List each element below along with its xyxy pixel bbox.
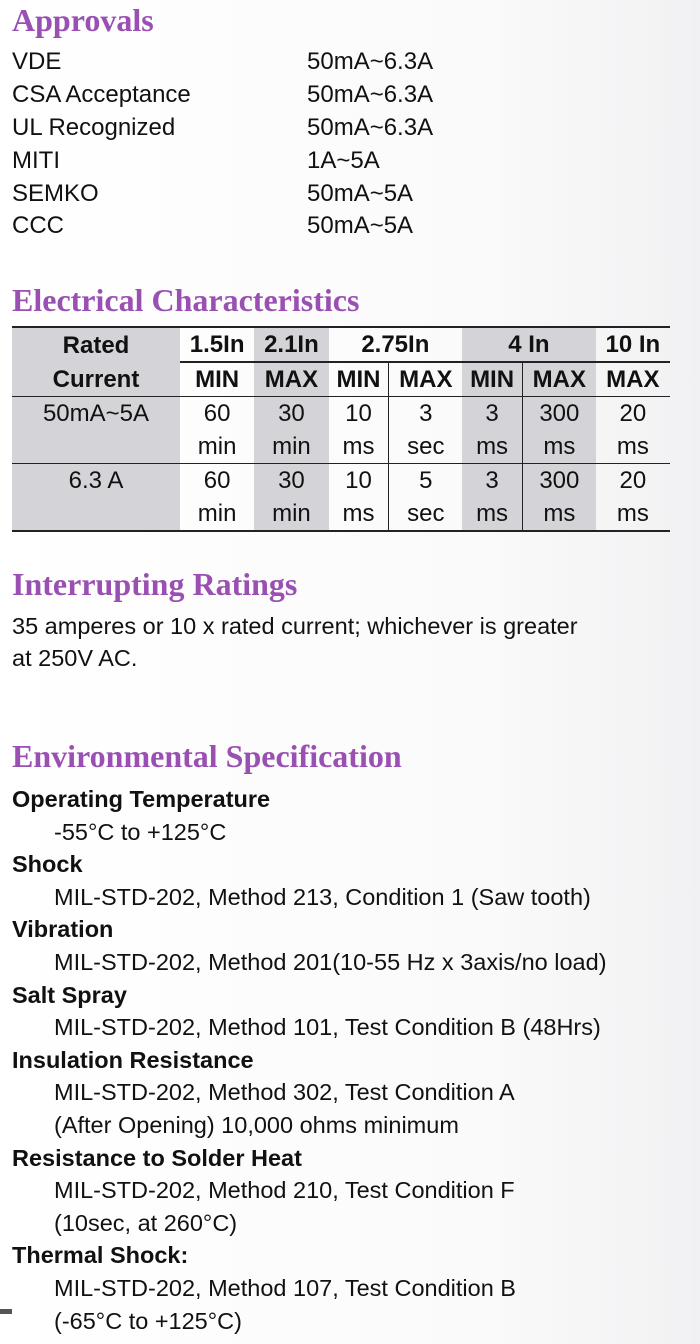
table-header-cell: 1.5In (180, 327, 254, 362)
table-header-cell: 4 In (462, 327, 596, 362)
table-row (12, 430, 670, 464)
table-cell: 20 (596, 464, 670, 498)
spec-line: (10sec, at 260°C) (54, 1209, 238, 1236)
approval-name: VDE (12, 48, 62, 76)
table-row (12, 397, 670, 431)
environmental-list (12, 783, 692, 1337)
table-cell: sec (389, 497, 462, 531)
table-cell: ms (462, 497, 522, 531)
electrical-table (12, 326, 670, 532)
table-header-cell: 2.75In (329, 327, 463, 362)
approvals-heading: Approvals (12, 2, 154, 38)
interrupting-text (12, 610, 682, 674)
table-cell: ms (462, 430, 522, 464)
approval-name: CCC (12, 212, 64, 240)
table-header-cell: MIN (462, 362, 522, 397)
table-cell: 300 (523, 464, 596, 498)
approval-name: CSA Acceptance (12, 81, 191, 109)
approval-value: 50mA~5A (307, 179, 414, 207)
table-cell: ms (616, 433, 649, 460)
table-cell: min (197, 433, 237, 460)
table-cell: 30 (254, 397, 328, 431)
interrupting-line: at 250V AC. (12, 645, 138, 671)
approval-value: 50mA~6.3A (307, 113, 434, 141)
table-cell: min (197, 500, 237, 527)
table-row (12, 497, 670, 531)
table-header-cell: MIN (336, 366, 381, 393)
table-header-cell: Current (12, 362, 180, 397)
electrical-heading: Electrical Characteristics (12, 282, 360, 318)
table-cell: 50mA~5A (12, 397, 180, 431)
spec-title: Insulation Resistance (12, 1046, 254, 1073)
table-cell: 3 (389, 397, 462, 431)
spec-line: MIL-STD-202, Method 201(10-55 Hz x 3axis/no load) (54, 948, 607, 975)
approval-value: 50mA~5A (307, 212, 414, 240)
table-cell: 60 (180, 397, 254, 431)
table-cell: ms (523, 497, 596, 531)
table-cell: ms (523, 430, 596, 464)
spec-title: Salt Spray (12, 981, 127, 1008)
spec-title: Thermal Shock: (12, 1242, 189, 1269)
approval-value: 50mA~6.3A (307, 81, 434, 109)
spec-title: Vibration (12, 916, 114, 943)
spec-line: MIL-STD-202, Method 210, Test Condition F (54, 1177, 515, 1204)
table-cell: 60 (180, 464, 254, 498)
table-header-cell: Rated (12, 327, 180, 362)
spec-line: (After Opening) 10,000 ohms minimum (54, 1111, 459, 1138)
spec-line: -55°C to +125°C (54, 818, 227, 845)
table-cell: 6.3 A (12, 464, 180, 498)
spec-line: (-65°C to +125°C) (54, 1307, 242, 1334)
table-cell: ms (342, 500, 375, 527)
table-header-cell: MAX (523, 362, 596, 397)
approval-name: UL Recognized (12, 113, 176, 141)
table-cell: 20 (596, 397, 670, 431)
table-header-cell: MAX (254, 362, 328, 397)
table-header-row (12, 362, 670, 397)
approval-row (12, 177, 433, 210)
spec-line: MIL-STD-202, Method 213, Condition 1 (Saw tooth) (54, 883, 591, 910)
table-cell (12, 430, 180, 464)
interrupting-heading: Interrupting Ratings (12, 566, 298, 602)
spec-line: MIL-STD-202, Method 101, Test Condition B (48Hrs) (54, 1014, 601, 1041)
table-header-cell: 10 In (596, 327, 670, 362)
table-cell (12, 497, 180, 531)
table-cell: 5 (389, 464, 462, 498)
table-cell: 3 (462, 397, 522, 431)
interrupting-line: 35 amperes or 10 x rated current; whichever is greater (12, 613, 578, 639)
table-cell: ms (616, 500, 649, 527)
approval-value: 1A~5A (307, 146, 380, 174)
approval-row (12, 79, 433, 112)
table-header-row (12, 327, 670, 362)
spec-title: Resistance to Solder Heat (12, 1144, 302, 1171)
approvals-list (12, 46, 433, 243)
table-header-cell: MAX (389, 362, 462, 397)
approval-row (12, 144, 433, 177)
table-cell: 10 (329, 464, 389, 498)
environmental-heading: Environmental Specification (12, 738, 402, 774)
approval-name: SEMKO (12, 179, 99, 207)
edge-mark (0, 1309, 12, 1314)
table-header-cell: 2.1In (254, 327, 328, 362)
approval-row (12, 210, 433, 243)
spec-line: MIL-STD-202, Method 107, Test Condition B (54, 1274, 516, 1301)
table-cell: min (254, 430, 328, 464)
table-row (12, 464, 670, 498)
table-cell: min (254, 497, 328, 531)
approval-value: 50mA~6.3A (307, 48, 434, 76)
table-cell: 10 (329, 397, 389, 431)
approval-row (12, 112, 433, 145)
table-cell: 300 (523, 397, 596, 431)
approval-name: MITI (12, 146, 60, 174)
table-cell: 3 (462, 464, 522, 498)
spec-line: MIL-STD-202, Method 302, Test Condition A (54, 1079, 515, 1106)
spec-title: Operating Temperature (12, 786, 271, 812)
table-cell: 30 (254, 464, 328, 498)
table-cell: sec (389, 430, 462, 464)
table-cell: ms (342, 433, 375, 460)
spec-title: Shock (12, 851, 83, 878)
table-header-cell: MAX (606, 366, 660, 393)
table-header-cell: MIN (195, 366, 240, 393)
approval-row (12, 46, 433, 79)
